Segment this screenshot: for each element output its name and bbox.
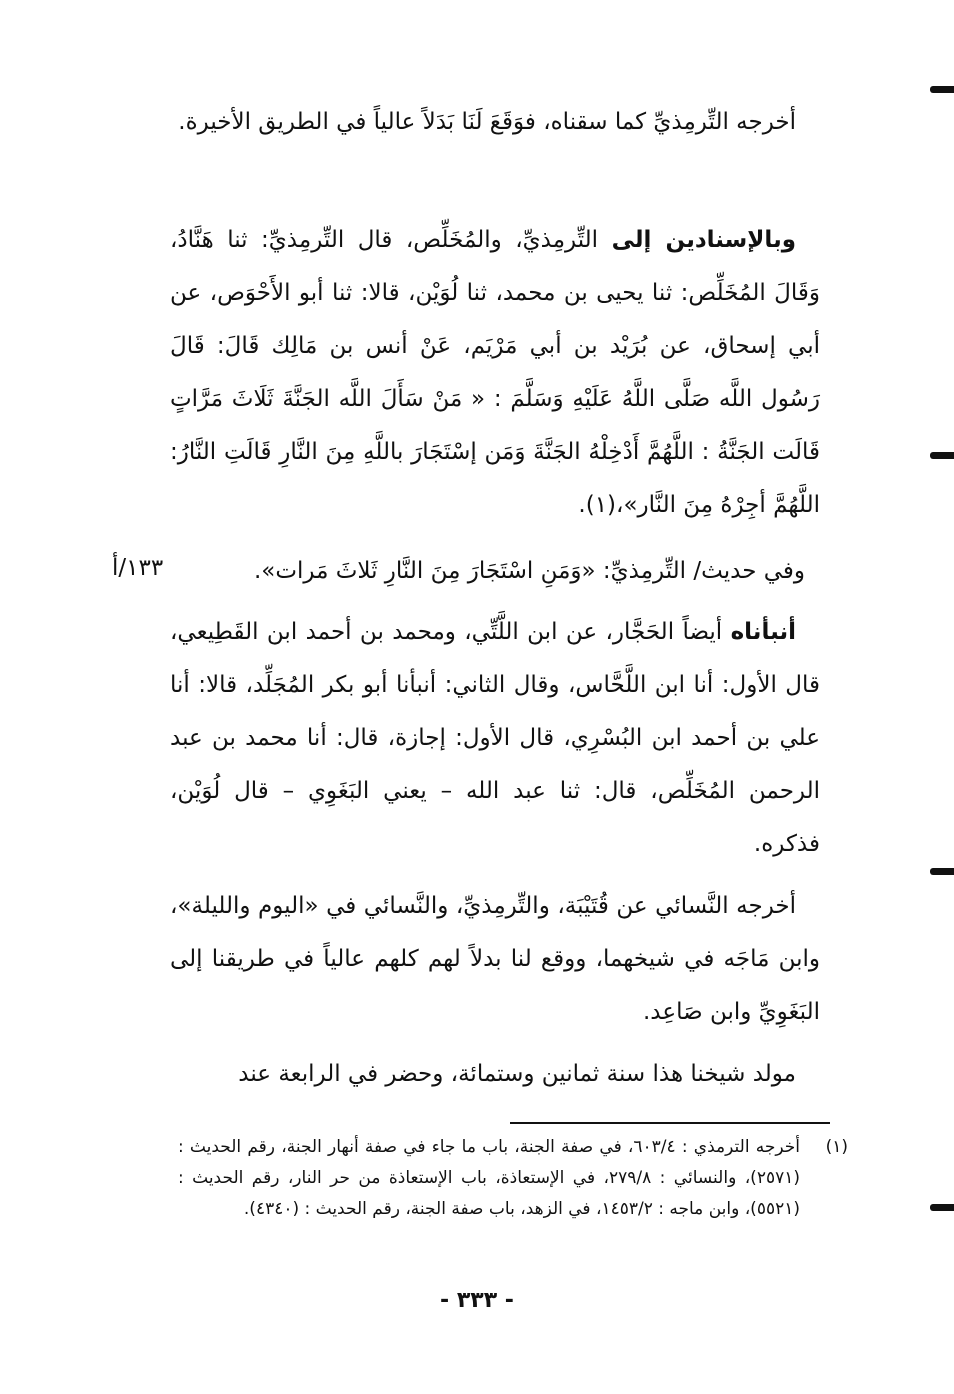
paragraph-2-body: التِّرمِذيِّ، والمُخَلِّص، قال التِّرمِذيِّ: ثنا هَنَّادُ، وَقَالَ المُخَلِّص: ثنا يحيى بن محمد، ثنا لُوَيْن، قالا: ثنا أبو الأَحْوَص، عن أبي إسحاق، عن بُرَيْد بن أبي مَرْيَم، عَنْ أنس بن مَالِك قَالَ: قَالَ رَسُول اللَّه صَلَّى اللَّهُ عَلَيْهِ وَسَلَّمَ : « مَنْ سَأَلَ اللَّه الجَنَّةَ ثَلَاثَ مَرَّاتٍ قَالَت الجَنَّةُ : اللَّهُمَّ أَدْخِلْهُ الجَنَّةَ وَمَن إسْتَجَارَ باللَّهِ مِنَ النَّارِ قَالَتِ النَّارُ: اللَّهُمَّ أجِرْهُ مِنَ النَّار»،(١). — [170, 227, 820, 518]
footnote-text: أخرجه الترمذي : ٦٠٣/٤، في صفة الجنة، باب ما جاء في صفة أنهار الجنة، رقم الحديث : (٢٥٧١)، والنسائي : ٢٧٩/٨، في الإستعاذة، باب الإستعاذة من حر النار، رقم الحديث : (٥٥٢١)، وابن ماجه : ١٤٥٣/٢، في الزهد، باب صفة الجنة، رقم الحديث : (٤٣٤٠). — [178, 1137, 800, 1219]
manuscript-folio-note: ١٣٣/أ — [112, 555, 164, 581]
paragraph-4-block — [170, 606, 820, 871]
paragraph-1-block — [170, 96, 820, 149]
paragraph-2-block — [170, 214, 820, 532]
paragraph-6-block — [170, 1048, 820, 1101]
scan-edge-mark — [930, 86, 954, 93]
paragraph-5-block — [170, 880, 820, 1039]
paragraph-2-lead: وبالإسنادين إلى — [611, 227, 797, 253]
footnote — [178, 1132, 848, 1225]
scan-edge-mark — [930, 868, 954, 875]
paragraph-1: أخرجه التِّرمِذيِّ كما سقناه، فوَقَعَ لَنَا بَدَلاً عالياً في الطريق الأخيرة. — [178, 109, 796, 135]
paragraph-6: مولد شيخنا هذا سنة ثمانين وستمائة، وحضر في الرابعة عند — [238, 1061, 796, 1087]
footnote-number: (١) — [825, 1137, 848, 1157]
paragraph-2 — [170, 214, 820, 532]
paragraph-4 — [170, 606, 820, 871]
paragraph-5: أخرجه النَّسائي عن قُتَيْبَة، والتِّرمِذيِّ، والنَّسائي في «اليوم والليلة»، وابن مَاجَه في شيخهما، ووقع لنا بدلاً لهم كلهم عالياً في طريقنا إلى البَغَوِيِّ وابن صَاعِد. — [170, 893, 820, 1025]
paragraph-4-lead: أنبأناه — [730, 619, 796, 645]
footnote-separator — [510, 1122, 830, 1124]
page-number: - ٣٣٣ - — [440, 1288, 514, 1313]
scan-edge-mark — [930, 1204, 954, 1211]
paragraph-4-body: أيضاً الحَجَّار، عن ابن اللَّتِّي، ومحمد بن أحمد ابن القَطِيعي، قال الأول: أنا ابن اللَّحَّاس، وقال الثاني: أنبأنا أبو بكر المُجَلِّد، قالا: أنا علي بن أحمد ابن البُسْرِي، قال الأول: إجازة، قال: أنا محمد بن عبد الرحمن المُخَلِّص، قال: ثنا عبد الله – يعني البَغَوِي – قال لُوَيْن، فذكره. — [170, 619, 820, 857]
scan-edge-mark — [930, 452, 954, 459]
paragraph-3: وفي حديث/ التِّرمِذيِّ: «وَمَنِ اسْتَجَارَ مِنَ النَّارِ ثَلاثَ مَرات». — [253, 558, 805, 584]
